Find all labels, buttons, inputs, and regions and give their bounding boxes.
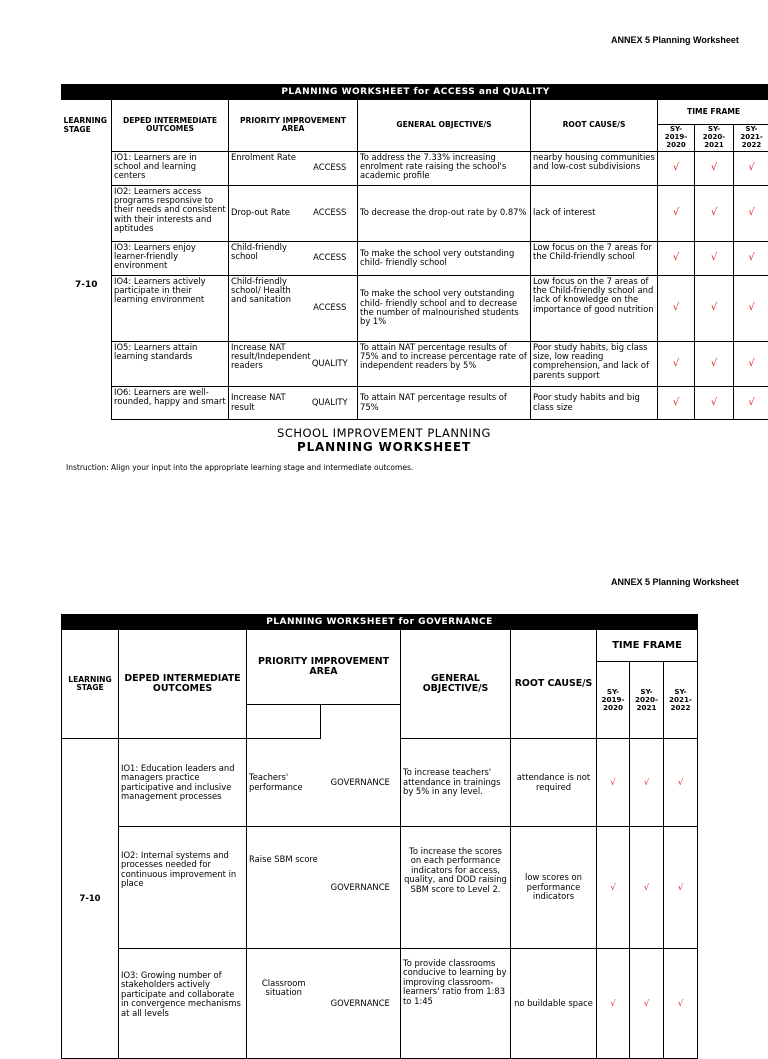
check-icon: √ xyxy=(630,827,664,949)
area-cell: Increase NAT result/Independent readers xyxy=(229,341,303,386)
root-cause-cell: Poor study habits, big class size, low reading comprehension, and lack of parents support xyxy=(531,341,658,386)
header-time-frame: TIME FRAME xyxy=(597,630,698,662)
outcome-cell: IO5: Learners attain learning standards xyxy=(112,341,229,386)
header-priority: PRIORITY IMPROVEMENT AREA xyxy=(247,630,401,705)
root-cause-cell: Low focus on the 7 areas for the Child-friendly school xyxy=(531,241,658,275)
objective-cell: To provide classrooms conducive to learning by improving classroom-learners' ratio from 1:83 to 1:45 xyxy=(401,949,511,1059)
table-row xyxy=(62,386,768,419)
area-cell: Teachers' performance xyxy=(247,739,321,827)
area-cell: Enrolment Rate xyxy=(229,151,303,185)
check-icon: √ xyxy=(658,386,695,419)
root-cause-cell: low scores on performance indicators xyxy=(511,827,597,949)
area-cell: Child-friendly school/ Health and sanitation xyxy=(229,275,303,341)
check-icon: √ xyxy=(695,386,734,419)
outcome-cell: IO3: Growing number of stakeholders actively participate and collaborate in convergence mechanisms at all levels xyxy=(119,949,247,1059)
check-icon: √ xyxy=(597,827,630,949)
check-icon: √ xyxy=(630,739,664,827)
check-icon: √ xyxy=(734,241,768,275)
category-cell: GOVERNANCE xyxy=(321,949,401,1059)
category-cell: QUALITY xyxy=(303,386,358,419)
check-icon: √ xyxy=(734,151,768,185)
check-icon: √ xyxy=(695,275,734,341)
header-outcomes: DEPED INTERMEDIATE OUTCOMES xyxy=(112,100,229,151)
annex-label-bottom: ANNEX 5 Planning Worksheet xyxy=(611,577,739,587)
check-icon: √ xyxy=(734,185,768,241)
area-cell: Raise SBM score xyxy=(247,827,321,949)
root-cause-cell: attendance is not required xyxy=(511,739,597,827)
objective-cell: To make the school very outstanding child- friendly school and to decrease the number of malnourished students by 1% xyxy=(358,275,531,341)
check-icon: √ xyxy=(664,739,698,827)
check-icon: √ xyxy=(597,739,630,827)
outcome-cell: IO2: Internal systems and processes needed for continuous improvement in place xyxy=(119,827,247,949)
area-cell: Increase NAT result xyxy=(229,386,303,419)
category-cell: ACCESS xyxy=(303,275,358,341)
check-icon: √ xyxy=(658,341,695,386)
objective-cell: To attain NAT percentage results of 75% xyxy=(358,386,531,419)
check-icon: √ xyxy=(664,827,698,949)
header-sy3: SY-2021-2022 xyxy=(664,662,698,739)
header-priority: PRIORITY IMPROVEMENT AREA xyxy=(229,100,358,151)
table-row xyxy=(62,151,768,185)
category-cell: GOVERNANCE xyxy=(321,827,401,949)
header-learning-stage: LEARNING STAGE xyxy=(62,630,119,739)
category-cell: ACCESS xyxy=(303,185,358,241)
header-sy2: SY-2020-2021 xyxy=(630,662,664,739)
category-cell: GOVERNANCE xyxy=(321,739,401,827)
root-cause-cell: no buildable space xyxy=(511,949,597,1059)
check-icon: √ xyxy=(658,185,695,241)
learning-stage-value: 7-10 xyxy=(62,739,119,1059)
area-cell: Child-friendly school xyxy=(229,241,303,275)
header-sy1: SY-2019-2020 xyxy=(597,662,630,739)
header-sy3: SY-2021-2022 xyxy=(734,125,768,151)
table-row xyxy=(62,341,768,386)
check-icon: √ xyxy=(664,949,698,1059)
check-icon: √ xyxy=(695,241,734,275)
header-outcomes: DEPED INTERMEDIATE OUTCOMES xyxy=(119,630,247,739)
objective-cell: To make the school very outstanding child- friendly school xyxy=(358,241,531,275)
access-quality-table xyxy=(61,84,768,420)
category-cell: ACCESS xyxy=(303,241,358,275)
instruction-text: Instruction: Align your input into the appropriate learning stage and intermediate outcomes. xyxy=(66,463,413,472)
check-icon: √ xyxy=(734,341,768,386)
table-row xyxy=(62,185,768,241)
table-row xyxy=(62,275,768,341)
header-learning-stage: LEARNING STAGE xyxy=(62,100,112,151)
outcome-cell: IO1: Learners are in school and learning centers xyxy=(112,151,229,185)
table-row xyxy=(62,827,698,949)
check-icon: √ xyxy=(658,151,695,185)
check-icon: √ xyxy=(695,151,734,185)
table-row xyxy=(62,241,768,275)
header-objective: GENERAL OBJECTIVE/S xyxy=(401,630,511,739)
section-title: SCHOOL IMPROVEMENT PLANNING xyxy=(0,426,768,440)
header-root-cause: ROOT CAUSE/S xyxy=(511,630,597,739)
outcome-cell: IO2: Learners access programs responsive to their needs and consistent with their interests and aptitudes xyxy=(112,185,229,241)
annex-label-top: ANNEX 5 Planning Worksheet xyxy=(611,35,739,45)
check-icon: √ xyxy=(597,949,630,1059)
check-icon: √ xyxy=(695,341,734,386)
category-cell: QUALITY xyxy=(303,341,358,386)
root-cause-cell: Poor study habits and big class size xyxy=(531,386,658,419)
root-cause-cell: nearby housing communities and low-cost subdivisions xyxy=(531,151,658,185)
outcome-cell: IO3: Learners enjoy learner-friendly environment xyxy=(112,241,229,275)
check-icon: √ xyxy=(734,386,768,419)
objective-cell: To increase teachers' attendance in trainings by 5% in any level. xyxy=(401,739,511,827)
objective-cell: To increase the scores on each performance indicators for access, quality, and DOD raising SBM score to Level 2. xyxy=(401,827,511,949)
root-cause-cell: Low focus on the 7 areas of the Child-friendly school and lack of knowledge on the importance of good nutrition xyxy=(531,275,658,341)
table-title: PLANNING WORKSHEET for ACCESS and QUALITY xyxy=(62,85,768,100)
objective-cell: To attain NAT percentage results of 75% and to increase percentage rate of independent readers by 5% xyxy=(358,341,531,386)
learning-stage-value: 7-10 xyxy=(62,151,112,419)
objective-cell: To address the 7.33% increasing enrolment rate raising the school's academic profile xyxy=(358,151,531,185)
table-row xyxy=(62,739,698,827)
outcome-cell: IO1: Education leaders and managers practice participative and inclusive management processes xyxy=(119,739,247,827)
objective-cell: To decrease the drop-out rate by 0.87% xyxy=(358,185,531,241)
section-subtitle: PLANNING WORKSHEET xyxy=(0,440,768,454)
header-objective: GENERAL OBJECTIVE/S xyxy=(358,100,531,151)
table-row xyxy=(62,949,698,1059)
category-cell: ACCESS xyxy=(303,151,358,185)
root-cause-cell: lack of interest xyxy=(531,185,658,241)
outcome-cell: IO6: Learners are well-rounded, happy and smart xyxy=(112,386,229,419)
check-icon: √ xyxy=(658,241,695,275)
area-cell: Classroom situation xyxy=(247,949,321,1059)
header-root-cause: ROOT CAUSE/S xyxy=(531,100,658,151)
header-sy2: SY-2020-2021 xyxy=(695,125,734,151)
check-icon: √ xyxy=(695,185,734,241)
header-sy1: SY-2019-2020 xyxy=(658,125,695,151)
governance-table xyxy=(61,614,698,1059)
check-icon: √ xyxy=(630,949,664,1059)
table-title: PLANNING WORKSHEET for GOVERNANCE xyxy=(62,615,698,630)
header-time-frame: TIME FRAME xyxy=(658,100,768,125)
outcome-cell: IO4: Learners actively participate in their learning environment xyxy=(112,275,229,341)
check-icon: √ xyxy=(734,275,768,341)
area-cell: Drop-out Rate xyxy=(229,185,303,241)
check-icon: √ xyxy=(658,275,695,341)
